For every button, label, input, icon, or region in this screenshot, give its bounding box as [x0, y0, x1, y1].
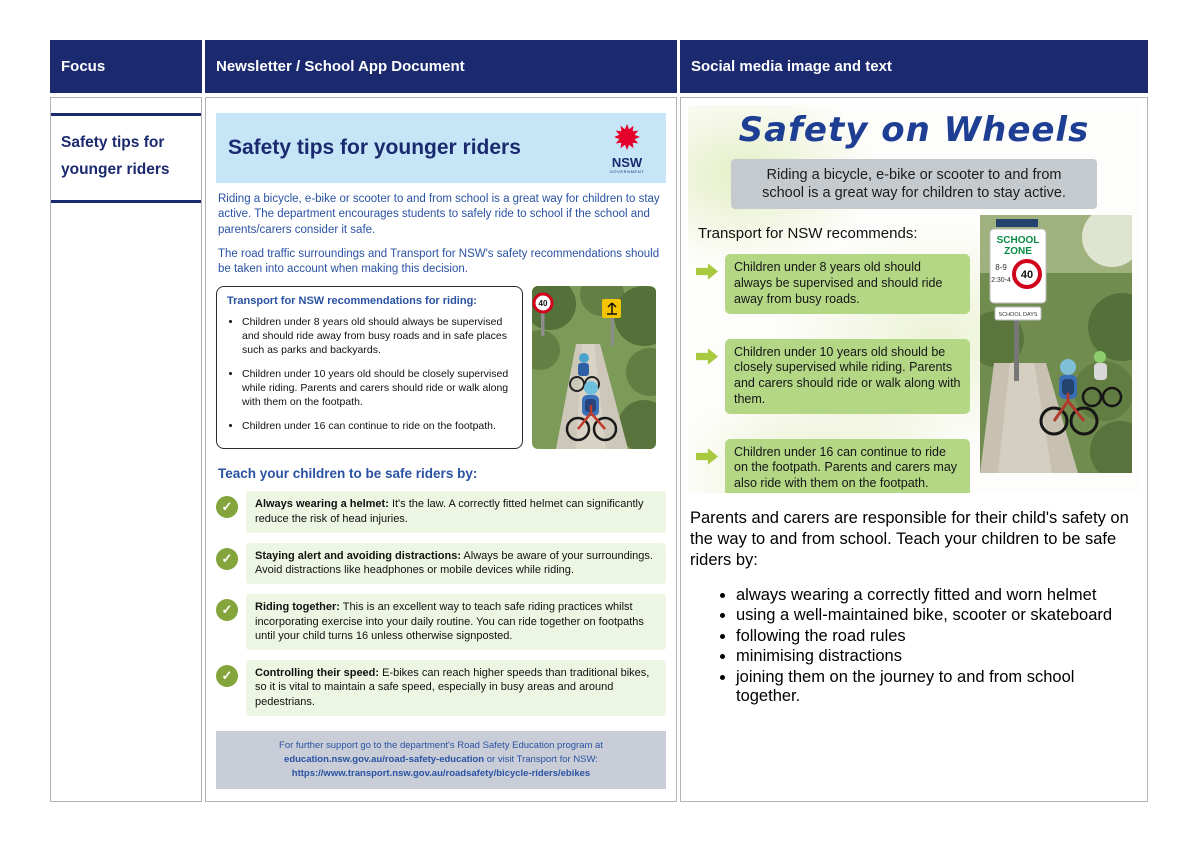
- footer-text: For further support go to the department's Road Safety Education program at: [279, 739, 603, 751]
- road-safety-education-link[interactable]: education.nsw.gov.au/road-safety-education: [284, 753, 485, 765]
- recommendations-box: [216, 286, 523, 449]
- recommends-label: Transport for NSW recommends:: [698, 225, 918, 243]
- footer-text: or visit Transport for NSW:: [484, 753, 598, 765]
- caption-bullet: • always wearing a correctly fitted and worn helmet: [736, 586, 1140, 605]
- recommendations-list: [227, 316, 512, 433]
- recommendations-heading: Transport for NSW recommendations for riding:: [227, 295, 477, 308]
- recommendations-row: [216, 286, 666, 449]
- school-zone-photo: [980, 215, 1132, 473]
- tip-row: [216, 594, 666, 650]
- recommendation-item: • Children under 10 years old should be closely supervised while riding. Parents and carers should ride or walk along with them on the footpath.: [242, 368, 512, 410]
- intro-paragraph-1: Riding a bicycle, e-bike or scooter to and from school is a great way for children to stay active. The department encourages students to safely ride to school if the school and parents/carers consider it safe.: [218, 193, 660, 236]
- caption-bullet: • joining them on the journey to and from school together.: [736, 668, 1140, 707]
- social-recommendations: [696, 219, 980, 493]
- svg-text:SCHOOL DAYS: SCHOOL DAYS: [998, 312, 1038, 319]
- social-image-body: [688, 219, 1140, 493]
- social-media-image: [688, 105, 1140, 493]
- svg-text:ZONE: ZONE: [1004, 246, 1032, 258]
- tip-text: Controlling their speed: E-bikes can reach higher speeds than traditional bikes, so it is vital to maintain a safe speed, especially in busy areas and around pedestrians.: [246, 660, 666, 716]
- caption-bullet: • minimising distractions: [736, 647, 1140, 666]
- social-rec-text: Children under 8 years old should always be supervised and should ride away from busy roads.: [725, 254, 970, 313]
- social-caption: Parents and carers are responsible for their child's safety on the way to and from school. Teach your children to be safe riders by:: [690, 509, 1129, 569]
- transport-nsw-link[interactable]: https://www.transport.nsw.gov.au/roadsafety/bicycle-riders/ebikes: [291, 768, 591, 780]
- newsletter-cell: [205, 97, 677, 802]
- tip-row: [216, 660, 666, 716]
- svg-text:40: 40: [538, 299, 548, 309]
- header-social: Social media image and text: [680, 40, 1148, 93]
- header-focus: Focus: [50, 40, 202, 93]
- social-rec-item: [696, 439, 970, 494]
- social-rec-item: [696, 339, 970, 414]
- social-rec-text: Children under 16 can continue to ride on the footpath. Parents and carers may also ride with them on the footpath.: [725, 439, 970, 494]
- recommendation-item: • Children under 8 years old should always be supervised and should ride away from busy roads and in safe places such as parks and backyards.: [242, 316, 512, 358]
- content-table: [50, 40, 1148, 802]
- social-cell: [680, 97, 1148, 802]
- teach-heading: Teach your children to be safe riders by:: [218, 466, 478, 482]
- newsletter-footer: [216, 731, 666, 790]
- svg-text:40: 40: [1020, 269, 1034, 282]
- svg-text:8-9: 8-9: [995, 263, 1007, 273]
- tip-text: Staying alert and avoiding distractions: Always be aware of your surroundings. Avoid distractions like headphones or mobile devices while riding.: [246, 543, 666, 584]
- arrow-right-icon: [696, 348, 718, 365]
- table-body-row: [50, 97, 1148, 802]
- social-image-subtitle: Riding a bicycle, e-bike or scooter to and from school is a great way for children to stay active.: [731, 159, 1097, 209]
- arrow-right-icon: [696, 448, 718, 465]
- check-icon: ✓: [216, 599, 238, 621]
- table-header-row: [50, 40, 1148, 93]
- header-newsletter: Newsletter / School App Document: [205, 40, 677, 93]
- svg-text:SCHOOL: SCHOOL: [996, 235, 1040, 247]
- tip-text: Always wearing a helmet: It's the law. A correctly fitted helmet can significantly reduce the risk of head injuries.: [246, 491, 666, 532]
- check-icon: ✓: [216, 496, 238, 518]
- caption-bullet: • following the road rules: [736, 627, 1140, 646]
- check-icon: ✓: [216, 548, 238, 570]
- focus-row-title: Safety tips for younger riders: [51, 113, 201, 203]
- children-riding-bikes-illustration: [532, 286, 656, 449]
- tip-text: Riding together: This is an excellent way to teach safe riding practices whilst incorporating exercise into your daily routine. You can ride together on footpaths until your child turns 16 unless otherwise signposted.: [246, 594, 666, 650]
- nsw-logo-text: NSW: [611, 154, 643, 170]
- focus-cell: [50, 97, 202, 802]
- arrow-right-icon: [696, 263, 718, 280]
- intro-paragraph-2: The road traffic surroundings and Transport for NSW's safety recommendations should be taken into account when making this decision.: [218, 247, 660, 276]
- social-caption-list: [688, 586, 1140, 707]
- social-image-title: Safety on Wheels: [738, 110, 1090, 150]
- waratah-icon: [612, 123, 642, 151]
- caption-bullet: • using a well-maintained bike, scooter or skateboard: [736, 606, 1140, 625]
- nsw-logo-subtext: GOVERNMENT: [609, 168, 645, 174]
- check-icon: ✓: [216, 665, 238, 687]
- tip-row: [216, 543, 666, 584]
- children-riding-bikes-photo: [532, 286, 656, 449]
- recommendation-item: • Children under 16 can continue to ride on the footpath.: [242, 420, 512, 434]
- newsletter-title: Safety tips for younger riders: [228, 136, 521, 159]
- nsw-government-logo: [604, 123, 650, 174]
- social-rec-text: Children under 10 years old should be closely supervised while riding. Parents and carers should ride or walk along with them.: [725, 339, 970, 414]
- newsletter-banner: [216, 113, 666, 183]
- school-zone-illustration: [980, 215, 1132, 473]
- tip-row: [216, 491, 666, 532]
- social-rec-item: [696, 254, 970, 313]
- svg-text:2:30-4: 2:30-4: [991, 277, 1011, 285]
